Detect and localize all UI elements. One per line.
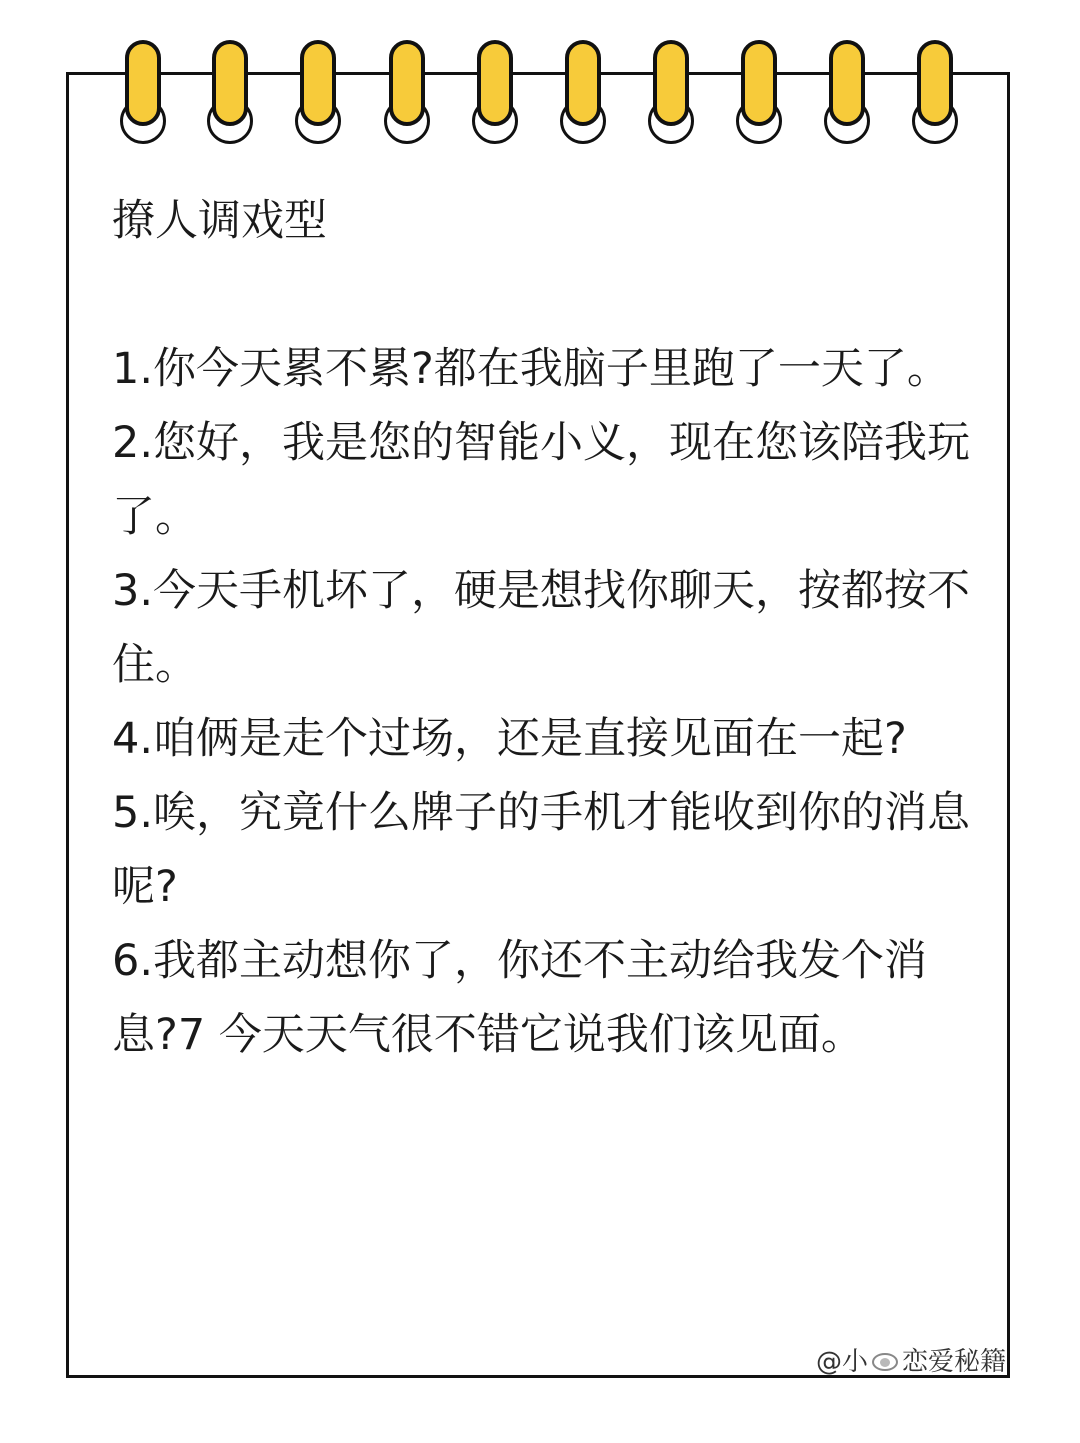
list-item: 1.你今天累不累?都在我脑子里跑了一天了。	[112, 344, 950, 394]
list-item: 4.咱俩是走个过场，还是直接见面在一起?	[112, 714, 907, 764]
binding-ring	[910, 40, 960, 152]
blank-line	[112, 258, 976, 332]
binding-ring	[205, 40, 255, 152]
watermark-suffix: 恋爱秘籍	[901, 1347, 1006, 1377]
spiral-binding	[0, 0, 1080, 160]
note-title: 撩人调戏型	[112, 196, 327, 246]
binding-ring	[293, 40, 343, 152]
ring-clip	[565, 40, 601, 126]
list-item: 6.我都主动想你了，你还不主动给我发个消息?7 今天天气很不错它说我们该见面。	[112, 936, 928, 1060]
binding-ring	[382, 40, 432, 152]
watermark-prefix: @小	[815, 1347, 868, 1377]
ring-clip	[389, 40, 425, 126]
ring-clip	[829, 40, 865, 126]
watermark	[816, 1346, 1006, 1378]
list-item: 5.唉，究竟什么牌子的手机才能收到你的消息呢?	[112, 788, 971, 912]
ring-clip	[477, 40, 513, 126]
binding-ring	[470, 40, 520, 152]
ring-clip	[917, 40, 953, 126]
ring-clip	[125, 40, 161, 126]
binding-ring	[822, 40, 872, 152]
list-item: 3.今天手机坏了，硬是想找你聊天，按都按不住。	[112, 566, 971, 690]
binding-ring	[734, 40, 784, 152]
sheep-icon	[870, 1350, 900, 1374]
list-item: 2.您好，我是您的智能小义，现在您该陪我玩了。	[112, 418, 971, 542]
ring-clip	[741, 40, 777, 126]
binding-ring	[118, 40, 168, 152]
ring-clip	[212, 40, 248, 126]
binding-ring	[646, 40, 696, 152]
binding-ring	[558, 40, 608, 152]
ring-clip	[653, 40, 689, 126]
note-content	[112, 184, 976, 1072]
ring-clip	[300, 40, 336, 126]
